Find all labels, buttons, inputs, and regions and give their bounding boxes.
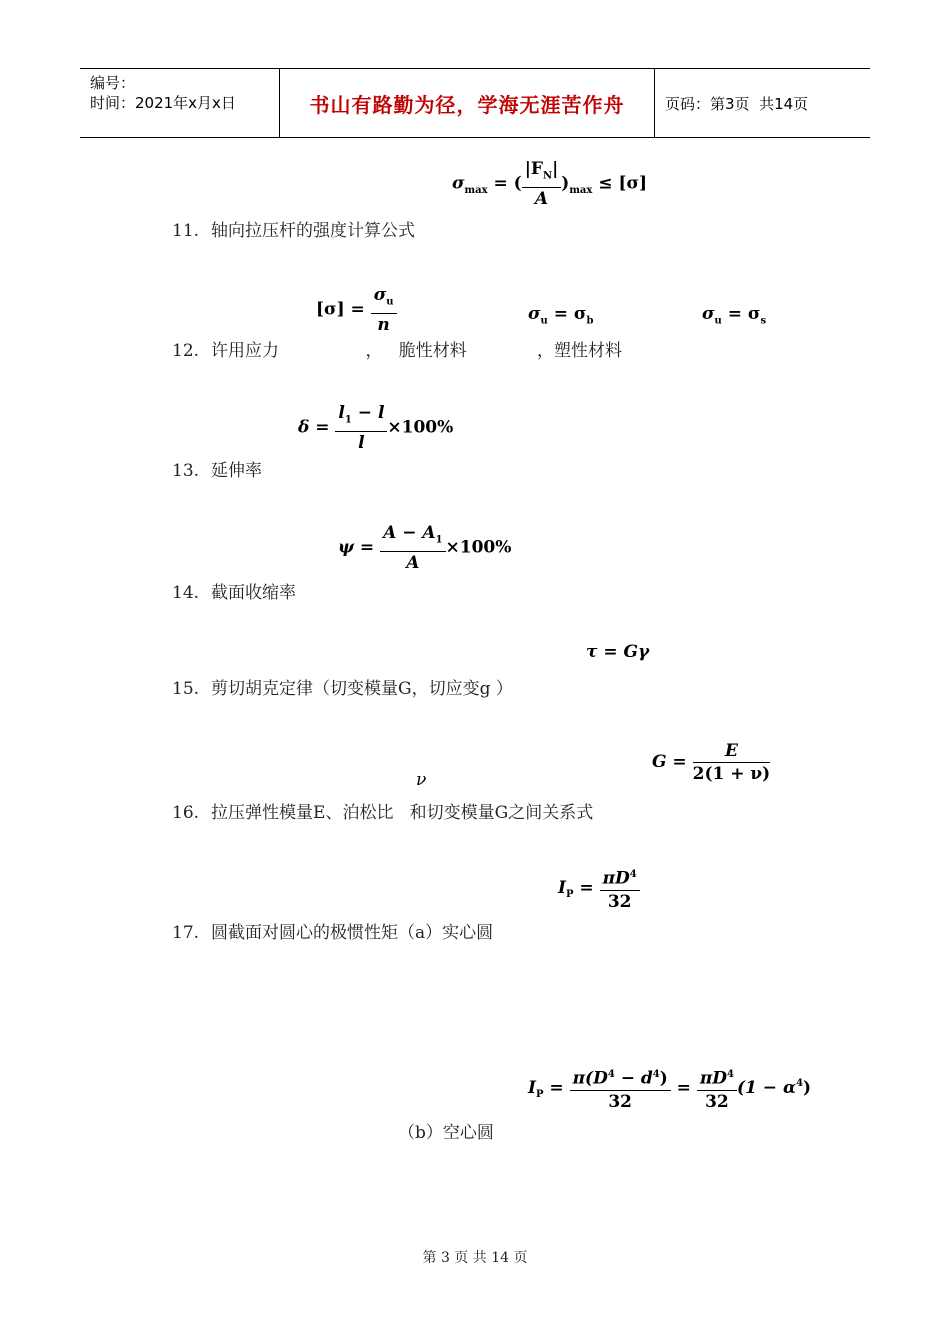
formula-16: G = $\frac{E}{2(1 + \nu)}$	[652, 741, 771, 784]
list-item-13: 13. 延伸率	[172, 461, 263, 481]
formula-14: ψ = $\frac{A - A_1}{A}$ ×100%	[338, 523, 512, 574]
list-item-12: 12. 许用应力 ， 脆性材料 ，塑性材料	[172, 341, 622, 361]
list-item-15: 15. 剪切胡克定律（切变模量G，切应变g ）	[172, 679, 513, 699]
formula-15: τ = Gγ	[586, 642, 650, 662]
list-item-14: 14. 截面收缩率	[172, 583, 297, 603]
header-table	[80, 68, 870, 138]
list-item-17b: （b）空心圆	[398, 1123, 494, 1143]
formula-12-allowable-stress: [σ] = $\frac{\sigma_u}{n}$	[316, 284, 397, 336]
formula-17b: $I_P$ = $\frac{\pi(D^4 - d^4)}{32}$ = $\frac{\pi D^4}{32}$ $(1 - \alpha^4)$	[528, 1064, 811, 1113]
time-label: 时间：2021年x月x日	[90, 94, 236, 112]
formula-12-brittle: $\sigma_u = \sigma_b$	[528, 304, 594, 327]
number-label: 编号：	[90, 74, 136, 92]
list-item-11: 11. 轴向拉压杆的强度计算公式	[172, 221, 416, 241]
page-footer: 第 3 页 共 14 页	[422, 1250, 528, 1266]
header-meta-cell	[80, 69, 280, 137]
formula-11: $\sigma_{max}$ = ( $\frac{|F_N|}{A}$ )$_{max} \le [\sigma]$	[452, 159, 648, 210]
page-label: 页码：第3页 共14页	[665, 94, 809, 113]
header-page-cell	[655, 69, 870, 137]
formula-17a: $I_P$ = $\frac{\pi D^4}{32}$	[558, 864, 640, 913]
list-item-16: 16. 拉压弹性模量E、泊松比 和切变模量G之间关系式	[172, 803, 594, 823]
list-item-17: 17. 圆截面对圆心的极惯性矩（a）实心圆	[172, 923, 494, 943]
formula-12-ductile: $\sigma_u = \sigma_s$	[702, 304, 767, 327]
formula-16-nu: ν	[416, 770, 427, 790]
formula-13: δ = $\frac{l_1 - l}{l}$ ×100%	[298, 403, 454, 454]
header-motto: 书山有路勤为径，学海无涯苦作舟	[280, 69, 655, 137]
